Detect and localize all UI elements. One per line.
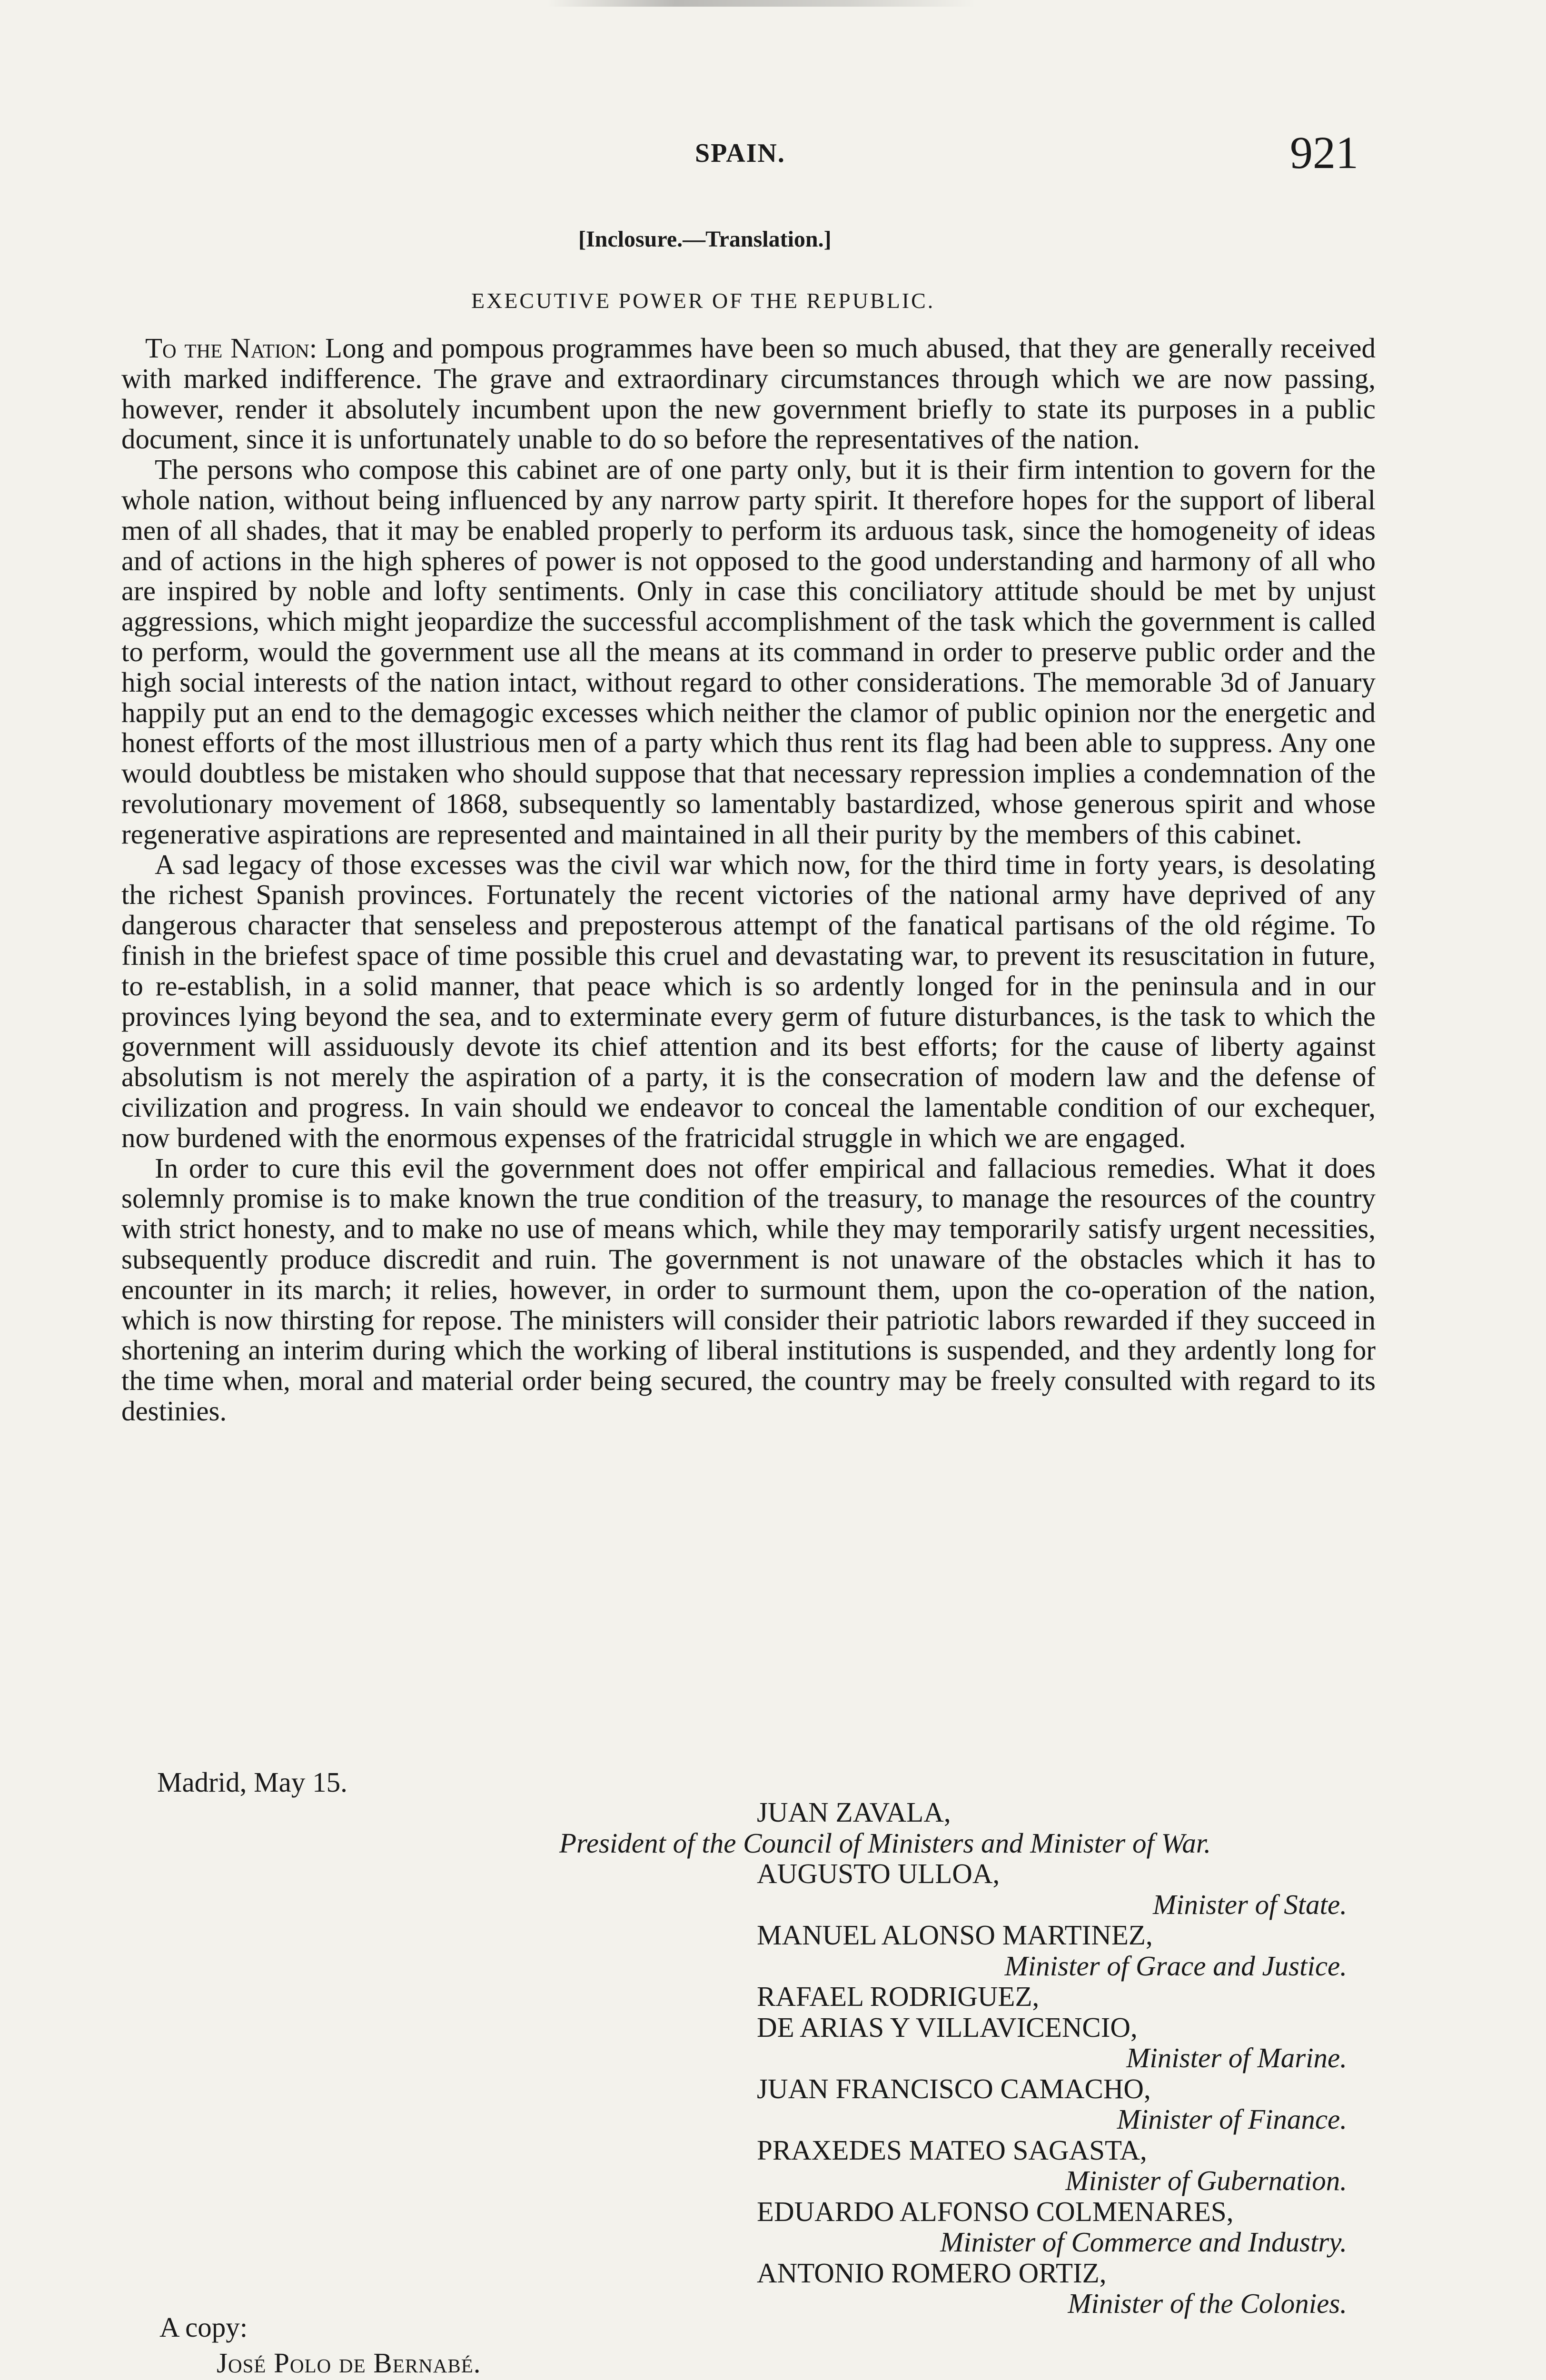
copy-attestation-name: José Polo de Bernabé. [217, 2347, 481, 2379]
signatory-title: Minister of Grace and Justice. [1004, 1950, 1347, 1982]
signatory-title: Minister of Commerce and Industry. [940, 2226, 1347, 2258]
signatory-title: Minister of Gubernation. [1065, 2165, 1347, 2196]
signatory-name: PRAXEDES MATEO SAGASTA, [757, 2134, 1147, 2166]
signature-block [500, 1797, 1347, 2319]
document-heading: EXECUTIVE POWER OF THE REPUBLIC. [471, 288, 935, 313]
signatory-title: Minister of the Colonies. [1068, 2288, 1347, 2319]
dateline: Madrid, May 15. [157, 1766, 347, 1798]
body-text [121, 333, 1376, 1427]
paragraph-1-text: Long and pompous programmes have been so much abused, that they are generally received with marked indifference. The grave and extraordinary circumstances through which we are now passing, however, render it absolutely incumbent upon the new government briefly to state its purposes in a public document, since it is unfortunately unable to do so before the representatives of the nation. [121, 332, 1376, 455]
paragraph-1 [121, 333, 1376, 455]
scan-edge-mark [547, 0, 976, 7]
signatory-title: President of the Council of Ministers and Minister of War. [559, 1827, 1211, 1859]
signatory-title: Minister of State. [1152, 1888, 1347, 1920]
running-head: SPAIN. [695, 139, 785, 168]
signatory-name: MANUEL ALONSO MARTINEZ, [757, 1919, 1153, 1951]
salutation: To the Nation: [145, 332, 317, 364]
signatory-title: Minister of Marine. [1126, 2042, 1347, 2073]
signatory-name: RAFAEL RODRIGUEZ, [757, 1981, 1040, 2012]
signatory-name: JUAN ZAVALA, [757, 1796, 951, 1828]
signatory-name: ANTONIO ROMERO ORTIZ, [757, 2257, 1107, 2289]
signatory-title: Minister of Finance. [1117, 2103, 1347, 2135]
paragraph-3: A sad legacy of those excesses was the civil war which now, for the third time in forty years, is desolating the richest Spanish provinces. Fortunately the recent victories of the national army have deprived of any dangerous character that senseless and preposterous attempt of the fanatical partisans of the old régime. To finish in the briefest space of time possible this cruel and devastating war, to prevent its resuscitation in future, to re-establish, in a solid manner, that peace which is so ardently longed for in the peninsula and in our provinces lying beyond the sea, and to exterminate every germ of future disturbances, is the task to which the government will assiduously devote its chief attention and its best efforts; for the cause of liberty against absolutism is not merely the aspiration of a party, it is the consecration of modern law and the defense of civilization and progress. In vain should we endeavor to conceal the lamentable condition of our exchequer, now burdened with the enormous expenses of the fratricidal struggle in which we are engaged. [121, 848, 1376, 1153]
signatory-name-continued: DE ARIAS Y VILLAVICENCIO, [757, 2011, 1138, 2043]
copy-label: A copy: [159, 2311, 248, 2343]
signatory-name: EDUARDO ALFONSO COLMENARES, [757, 2195, 1234, 2227]
inclosure-note: [Inclosure.—Translation.] [578, 227, 832, 252]
paragraph-4: In order to cure this evil the government does not offer empirical and fallacious remedies. What it does solemnly promise is to make known the true condition of the treasury, to manage the resources of the country with strict honesty, and to make no use of means which, while they may temporarily satisfy urgent necessities, subsequently produce discredit and ruin. The government is not unaware of the obstacles which it has to encounter in its march; it relies, however, in order to surmount them, upon the co-operation of the nation, which is now thirsting for repose. The ministers will consider their patriotic labors rewarded if they succeed in shortening an interim during which the working of liberal institutions is suspended, and they ardently long for the time when, moral and material order being secured, the country may be freely consulted with regard to its destinies. [121, 1152, 1376, 1427]
page-number: 921 [1290, 127, 1358, 178]
signatory-name: JUAN FRANCISCO CAMACHO, [757, 2073, 1151, 2104]
paragraph-2: The persons who compose this cabinet are of one party only, but it is their firm intention to govern for the whole nation, without being influenced by any narrow party spirit. It therefore hopes for the support of liberal men of all shades, that it may be enabled properly to perform its arduous task, since the homogeneity of ideas and of actions in the high spheres of power is not opposed to the good understanding and harmony of all who are inspired by noble and lofty sentiments. Only in case this conciliatory attitude should be met by unjust aggressions, which might jeopardize the successful accomplishment of the task which the government is called to perform, would the government use all the means at its command in order to preserve public order and the high social interests of the nation intact, without regard to other considerations. The memorable 3d of January happily put an end to the demagogic excesses which neither the clamor of public opinion nor the energetic and honest efforts of the most illustrious men of a party which thus rent its flag had been able to suppress. Any one would doubtless be mistaken who should suppose that that necessary repression implies a condemnation of the revolutionary movement of 1868, subsequently so lamentably bastardized, whose generous spirit and whose regenerative aspirations are represented and maintained in all their purity by the members of this cabinet. [121, 454, 1376, 850]
signatory-name: AUGUSTO ULLOA, [757, 1858, 1000, 1889]
